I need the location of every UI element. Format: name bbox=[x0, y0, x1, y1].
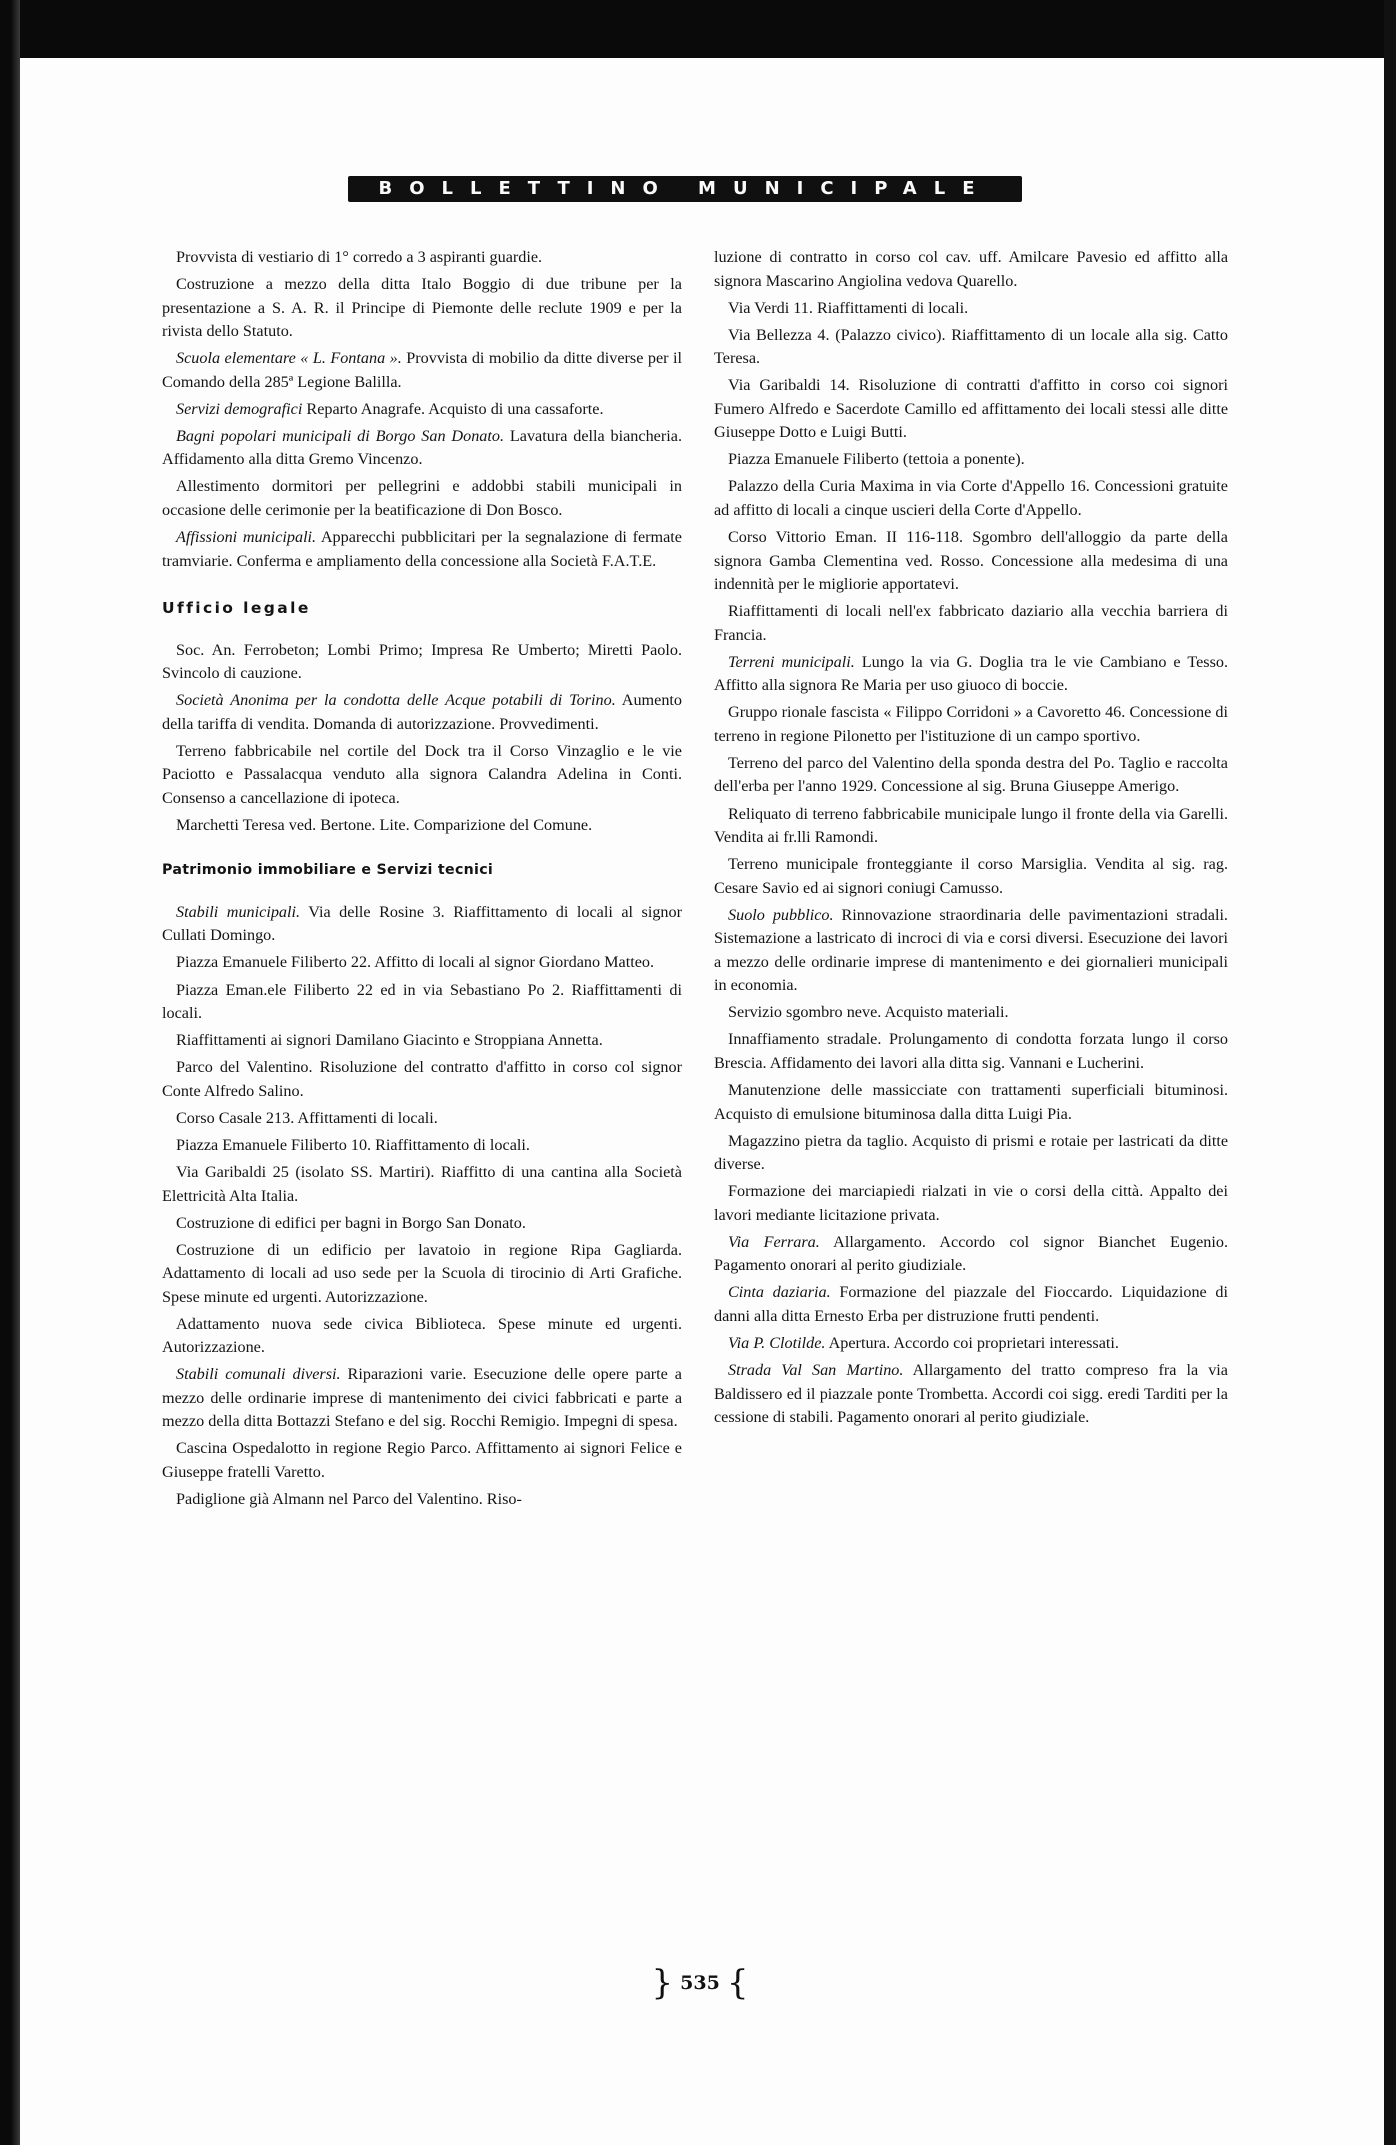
text-paragraph bbox=[714, 374, 1228, 445]
entry-text: Via Garibaldi 25 (isolato SS. Martiri). Riaffitto di una cantina alla Società Elettricità Alta Italia. bbox=[162, 1163, 682, 1205]
text-paragraph bbox=[162, 1029, 682, 1053]
entry-text: Terreno municipale fronteggiante il corso Marsiglia. Vendita al sig. rag. Cesare Savio ed ai signori coniugi Camusso. bbox=[714, 855, 1228, 897]
entry-heading: Servizi demografici bbox=[176, 399, 303, 418]
text-paragraph bbox=[714, 1180, 1228, 1227]
left-column-intro bbox=[162, 246, 682, 573]
text-paragraph bbox=[714, 1130, 1228, 1177]
entry-heading: Scuola elementare « L. Fontana ». bbox=[176, 349, 402, 368]
entry-text: Parco del Valentino. Risoluzione del contratto d'affitto in corso col signor Conte Alfredo Salino. bbox=[162, 1058, 682, 1100]
entry-text: Reparto Anagrafe. Acquisto di una cassaforte. bbox=[302, 399, 604, 418]
entry-text: Terreno del parco del Valentino della sponda destra del Po. Taglio e raccolta dell'erba per l'anno 1929. Concessione al sig. Bruna Giuseppe Amerigo. bbox=[714, 753, 1228, 796]
entry-text: Allestimento dormitori per pellegrini e addobbi stabili municipali in occasione delle cerimonie per la beatificazione di Don Bosco. bbox=[162, 477, 682, 519]
text-paragraph bbox=[714, 904, 1228, 998]
entry-text: Piazza Emanuele Filiberto 10. Riaffittamento di locali. bbox=[176, 1135, 530, 1154]
entry-heading: Bagni popolari municipali di Borgo San Donato. bbox=[176, 426, 505, 445]
entry-text: Padiglione già Almann nel Parco del Valentino. Riso- bbox=[176, 1490, 522, 1509]
entry-text: Corso Casale 213. Affittamenti di locali. bbox=[176, 1108, 438, 1127]
entry-text: Allargamento del tratto compreso fra la via Baldissero ed il piazzale ponte Trombetta. Accordi coi sigg. eredi Tarditi per la cessione di stabili. Pagamento onorari al perito giudiziale. bbox=[714, 1361, 1228, 1427]
text-paragraph bbox=[162, 398, 682, 422]
entry-text: Aumento della tariffa di vendita. Domanda di autorizzazione. Provvedimenti. bbox=[162, 691, 682, 733]
text-paragraph bbox=[162, 475, 682, 522]
ufficio-legale-entries bbox=[162, 639, 682, 838]
text-paragraph bbox=[714, 600, 1228, 647]
text-paragraph bbox=[714, 475, 1228, 522]
text-paragraph bbox=[162, 1107, 682, 1131]
left-column bbox=[162, 246, 682, 1515]
entry-text: Apertura. Accordo coi proprietari interessati. bbox=[825, 1333, 1119, 1352]
patrimonio-entries bbox=[162, 901, 682, 1512]
right-column bbox=[714, 246, 1228, 1433]
entry-text: Riaffittamenti ai signori Damilano Giacinto e Stroppiana Annetta. bbox=[176, 1031, 603, 1050]
entry-text: Via Garibaldi 14. Risoluzione di contratti d'affitto in corso coi signori Fumero Alfredo e Sacerdote Camillo ed affittamento dei locali stessi alle ditte Giuseppe Dotto e Luigi Butti. bbox=[714, 376, 1228, 442]
text-paragraph bbox=[714, 526, 1228, 597]
text-paragraph bbox=[714, 1332, 1228, 1356]
entry-text: Magazzino pietra da taglio. Acquisto di prismi e rotaie per lastricati da ditte diverse. bbox=[714, 1131, 1228, 1174]
text-paragraph bbox=[162, 814, 682, 838]
footer-left-brace: } bbox=[651, 1963, 674, 2003]
entry-text: Allargamento. Accordo col signor Bianchet Eugenio. Pagamento onorari al perito giudiziale. bbox=[714, 1232, 1229, 1275]
text-paragraph bbox=[162, 347, 682, 394]
text-paragraph bbox=[162, 1313, 682, 1360]
text-paragraph bbox=[162, 1488, 682, 1512]
entry-text: Piazza Emanuele Filiberto (tettoia a ponente). bbox=[728, 450, 1025, 469]
page-footer bbox=[600, 1960, 800, 2004]
entry-heading: Suolo pubblico. bbox=[728, 905, 834, 924]
text-paragraph bbox=[714, 1001, 1228, 1025]
entry-text: Servizio sgombro neve. Acquisto materiali. bbox=[728, 1003, 1009, 1022]
entry-text: Cascina Ospedalotto in regione Regio Parco. Affittamento ai signori Felice e Giuseppe fratelli Varetto. bbox=[162, 1439, 682, 1481]
entry-text: luzione di contratto in corso col cav. uff. Amilcare Pavesio ed affitto alla signora Mascarino Angiolina vedova Quarello. bbox=[714, 248, 1228, 290]
text-paragraph bbox=[162, 689, 682, 736]
entry-text: Costruzione di edifici per bagni in Borgo San Donato. bbox=[176, 1213, 526, 1232]
text-paragraph bbox=[162, 901, 682, 948]
text-paragraph bbox=[162, 951, 682, 975]
entry-text: Terreno fabbricabile nel cortile del Dock tra il Corso Vinzaglio e le vie Paciotto e Passalacqua venduto alla signora Calandra Adelina in Conti. Consenso a cancellazione di ipoteca. bbox=[162, 741, 682, 807]
section-heading-patrimonio: Patrimonio immobiliare e Servizi tecnici bbox=[162, 862, 494, 879]
entry-text: Adattamento nuova sede civica Biblioteca. Spese minute ed urgenti. Autorizzazione. bbox=[162, 1314, 682, 1357]
text-paragraph bbox=[714, 297, 1228, 321]
entry-text: Lavatura della biancheria. Affidamento alla ditta Gremo Vincenzo. bbox=[162, 426, 682, 469]
text-paragraph bbox=[714, 701, 1228, 748]
scan-border-top bbox=[0, 0, 1396, 58]
running-header-banner: BOLLETTINO MUNICIPALE bbox=[348, 176, 1022, 202]
text-paragraph bbox=[714, 1281, 1228, 1328]
text-paragraph bbox=[714, 752, 1228, 799]
text-paragraph bbox=[162, 1161, 682, 1208]
entry-heading: Stabili municipali. bbox=[176, 902, 301, 921]
text-paragraph bbox=[714, 246, 1228, 293]
text-paragraph bbox=[162, 1212, 682, 1236]
right-column-entries bbox=[714, 246, 1228, 1430]
text-paragraph bbox=[162, 425, 682, 472]
text-paragraph bbox=[162, 1056, 682, 1103]
entry-text: Formazione dei marciapiedi rialzati in vie o corsi della città. Appalto dei lavori mediante licitazione privata. bbox=[714, 1182, 1228, 1224]
text-paragraph bbox=[714, 1028, 1228, 1075]
text-paragraph bbox=[714, 1359, 1228, 1430]
entry-text: Costruzione di un edificio per lavatoio in regione Ripa Gagliarda. Adattamento di locali ad uso sede per la Scuola di tirocinio di Arti Grafiche. Spese minute ed urgenti. Autorizzazione. bbox=[162, 1240, 682, 1306]
entry-text: Piazza Eman.ele Filiberto 22 ed in via Sebastiano Po 2. Riaffittamenti di locali. bbox=[162, 980, 682, 1023]
footer-right-brace: { bbox=[726, 1963, 749, 2003]
entry-text: Formazione del piazzale del Fioccardo. Liquidazione di danni alla ditta Ernesto Erba per distruzione frutti pendenti. bbox=[714, 1283, 1228, 1325]
text-paragraph bbox=[162, 1239, 682, 1310]
text-paragraph bbox=[714, 853, 1228, 900]
text-paragraph bbox=[714, 448, 1228, 472]
entry-text: Provvista di mobilio da ditte diverse per il Comando della 285ª Legione Balilla. bbox=[162, 349, 682, 391]
page-number: 535 bbox=[680, 1972, 720, 1994]
text-paragraph bbox=[714, 324, 1228, 371]
entry-heading: Strada Val San Martino. bbox=[728, 1361, 904, 1380]
text-paragraph bbox=[714, 1079, 1228, 1126]
entry-heading: Società Anonima per la condotta delle Acque potabili di Torino. bbox=[176, 691, 616, 710]
entry-heading: Cinta daziaria. bbox=[728, 1283, 831, 1302]
entry-text: Soc. An. Ferrobeton; Lombi Primo; Impresa Re Umberto; Miretti Paolo. Svincolo di cauzione. bbox=[162, 640, 682, 683]
text-paragraph bbox=[162, 740, 682, 811]
entry-text: Manutenzione delle massicciate con trattamenti superficiali bituminosi. Acquisto di emulsione bituminosa dalla ditta Luigi Pia. bbox=[714, 1081, 1228, 1123]
entry-text: Via delle Rosine 3. Riaffittamento di locali al signor Cullati Domingo. bbox=[162, 902, 682, 945]
entry-text: Innaffiamento stradale. Prolungamento di condotta forzata lungo il corso Brescia. Affidamento dei lavori alla ditta sig. Vannani e Lucherini. bbox=[714, 1030, 1228, 1072]
text-paragraph bbox=[714, 651, 1228, 698]
entry-text: Riparazioni varie. Esecuzione delle opere parte a mezzo delle ordinarie imprese di mantenimento dei civici fabbricati e parte a mezzo della ditta Bottazzi Stefano e del sig. Rocchi Remigio. Impegni di spesa. bbox=[162, 1365, 682, 1431]
scan-border-left bbox=[0, 0, 20, 2145]
entry-heading: Via P. Clotilde. bbox=[728, 1333, 826, 1352]
entry-text: Rinnovazione straordinaria delle pavimentazioni stradali. Sistemazione a lastricato di incroci di via e corsi diversi. Esecuzione dei lavori a mezzo delle ordinarie imprese di mantenimento e dei giornalieri municipali in economia. bbox=[714, 905, 1228, 995]
scan-border-right bbox=[1384, 0, 1396, 2145]
entry-text: Reliquato di terreno fabbricabile municipale lungo il fronte della via Garelli. Vendita ai fr.lli Ramondi. bbox=[714, 804, 1228, 847]
text-paragraph bbox=[162, 273, 682, 344]
text-paragraph bbox=[162, 1363, 682, 1434]
text-paragraph bbox=[714, 803, 1228, 850]
entry-text: Riaffittamenti di locali nell'ex fabbricato daziario alla vecchia barriera di Francia. bbox=[714, 602, 1228, 644]
text-paragraph bbox=[162, 246, 682, 270]
entry-text: Via Verdi 11. Riaffittamenti di locali. bbox=[728, 298, 969, 317]
text-paragraph bbox=[162, 1437, 682, 1484]
entry-text: Lungo la via G. Doglia tra le vie Cambiano e Tesso. Affitto alla signora Re Maria per uso giuoco di boccie. bbox=[714, 652, 1229, 695]
entry-text: Apparecchi pubblicitari per la segnalazione di fermate tramviarie. Conferma e ampliamento della concessione alla Società F.A.T.E. bbox=[162, 528, 682, 570]
text-paragraph bbox=[162, 979, 682, 1026]
entry-text: Palazzo della Curia Maxima in via Corte d'Appello 16. Concessioni gratuite ad affitto di locali a cinque uscieri della Corte d'Appello. bbox=[714, 477, 1228, 519]
section-heading-ufficio-legale: Ufficio legale bbox=[162, 599, 311, 618]
entry-heading: Via Ferrara. bbox=[728, 1232, 820, 1251]
entry-text: Gruppo rionale fascista « Filippo Corridoni » a Cavoretto 46. Concessione di terreno in regione Pilonetto per l'istituzione di un campo sportivo. bbox=[714, 703, 1228, 745]
entry-text: Piazza Emanuele Filiberto 22. Affitto di locali al signor Giordano Matteo. bbox=[176, 953, 655, 972]
entry-heading: Affissioni municipali. bbox=[176, 528, 317, 547]
entry-heading: Stabili comunali diversi. bbox=[176, 1365, 341, 1384]
text-paragraph bbox=[714, 1231, 1228, 1278]
text-paragraph bbox=[162, 1134, 682, 1158]
entry-text: Via Bellezza 4. (Palazzo civico). Riaffittamento di un locale alla sig. Catto Teresa. bbox=[714, 325, 1228, 368]
entry-text: Costruzione a mezzo della ditta Italo Boggio di due tribune per la presentazione a S. A. R. il Principe di Piemonte delle reclute 1909 e per la rivista dello Statuto. bbox=[162, 275, 682, 341]
text-paragraph bbox=[162, 639, 682, 686]
text-paragraph bbox=[162, 526, 682, 573]
entry-text: Marchetti Teresa ved. Bertone. Lite. Comparizione del Comune. bbox=[176, 815, 593, 834]
entry-text: Corso Vittorio Eman. II 116-118. Sgombro dell'alloggio da parte della signora Gamba Clementina ved. Rosso. Concessione alla medesima di una indennità per le migliorie apportatevi. bbox=[714, 528, 1228, 594]
entry-heading: Terreni municipali. bbox=[728, 652, 855, 671]
entry-text: Provvista di vestiario di 1° corredo a 3 aspiranti guardie. bbox=[176, 248, 543, 266]
